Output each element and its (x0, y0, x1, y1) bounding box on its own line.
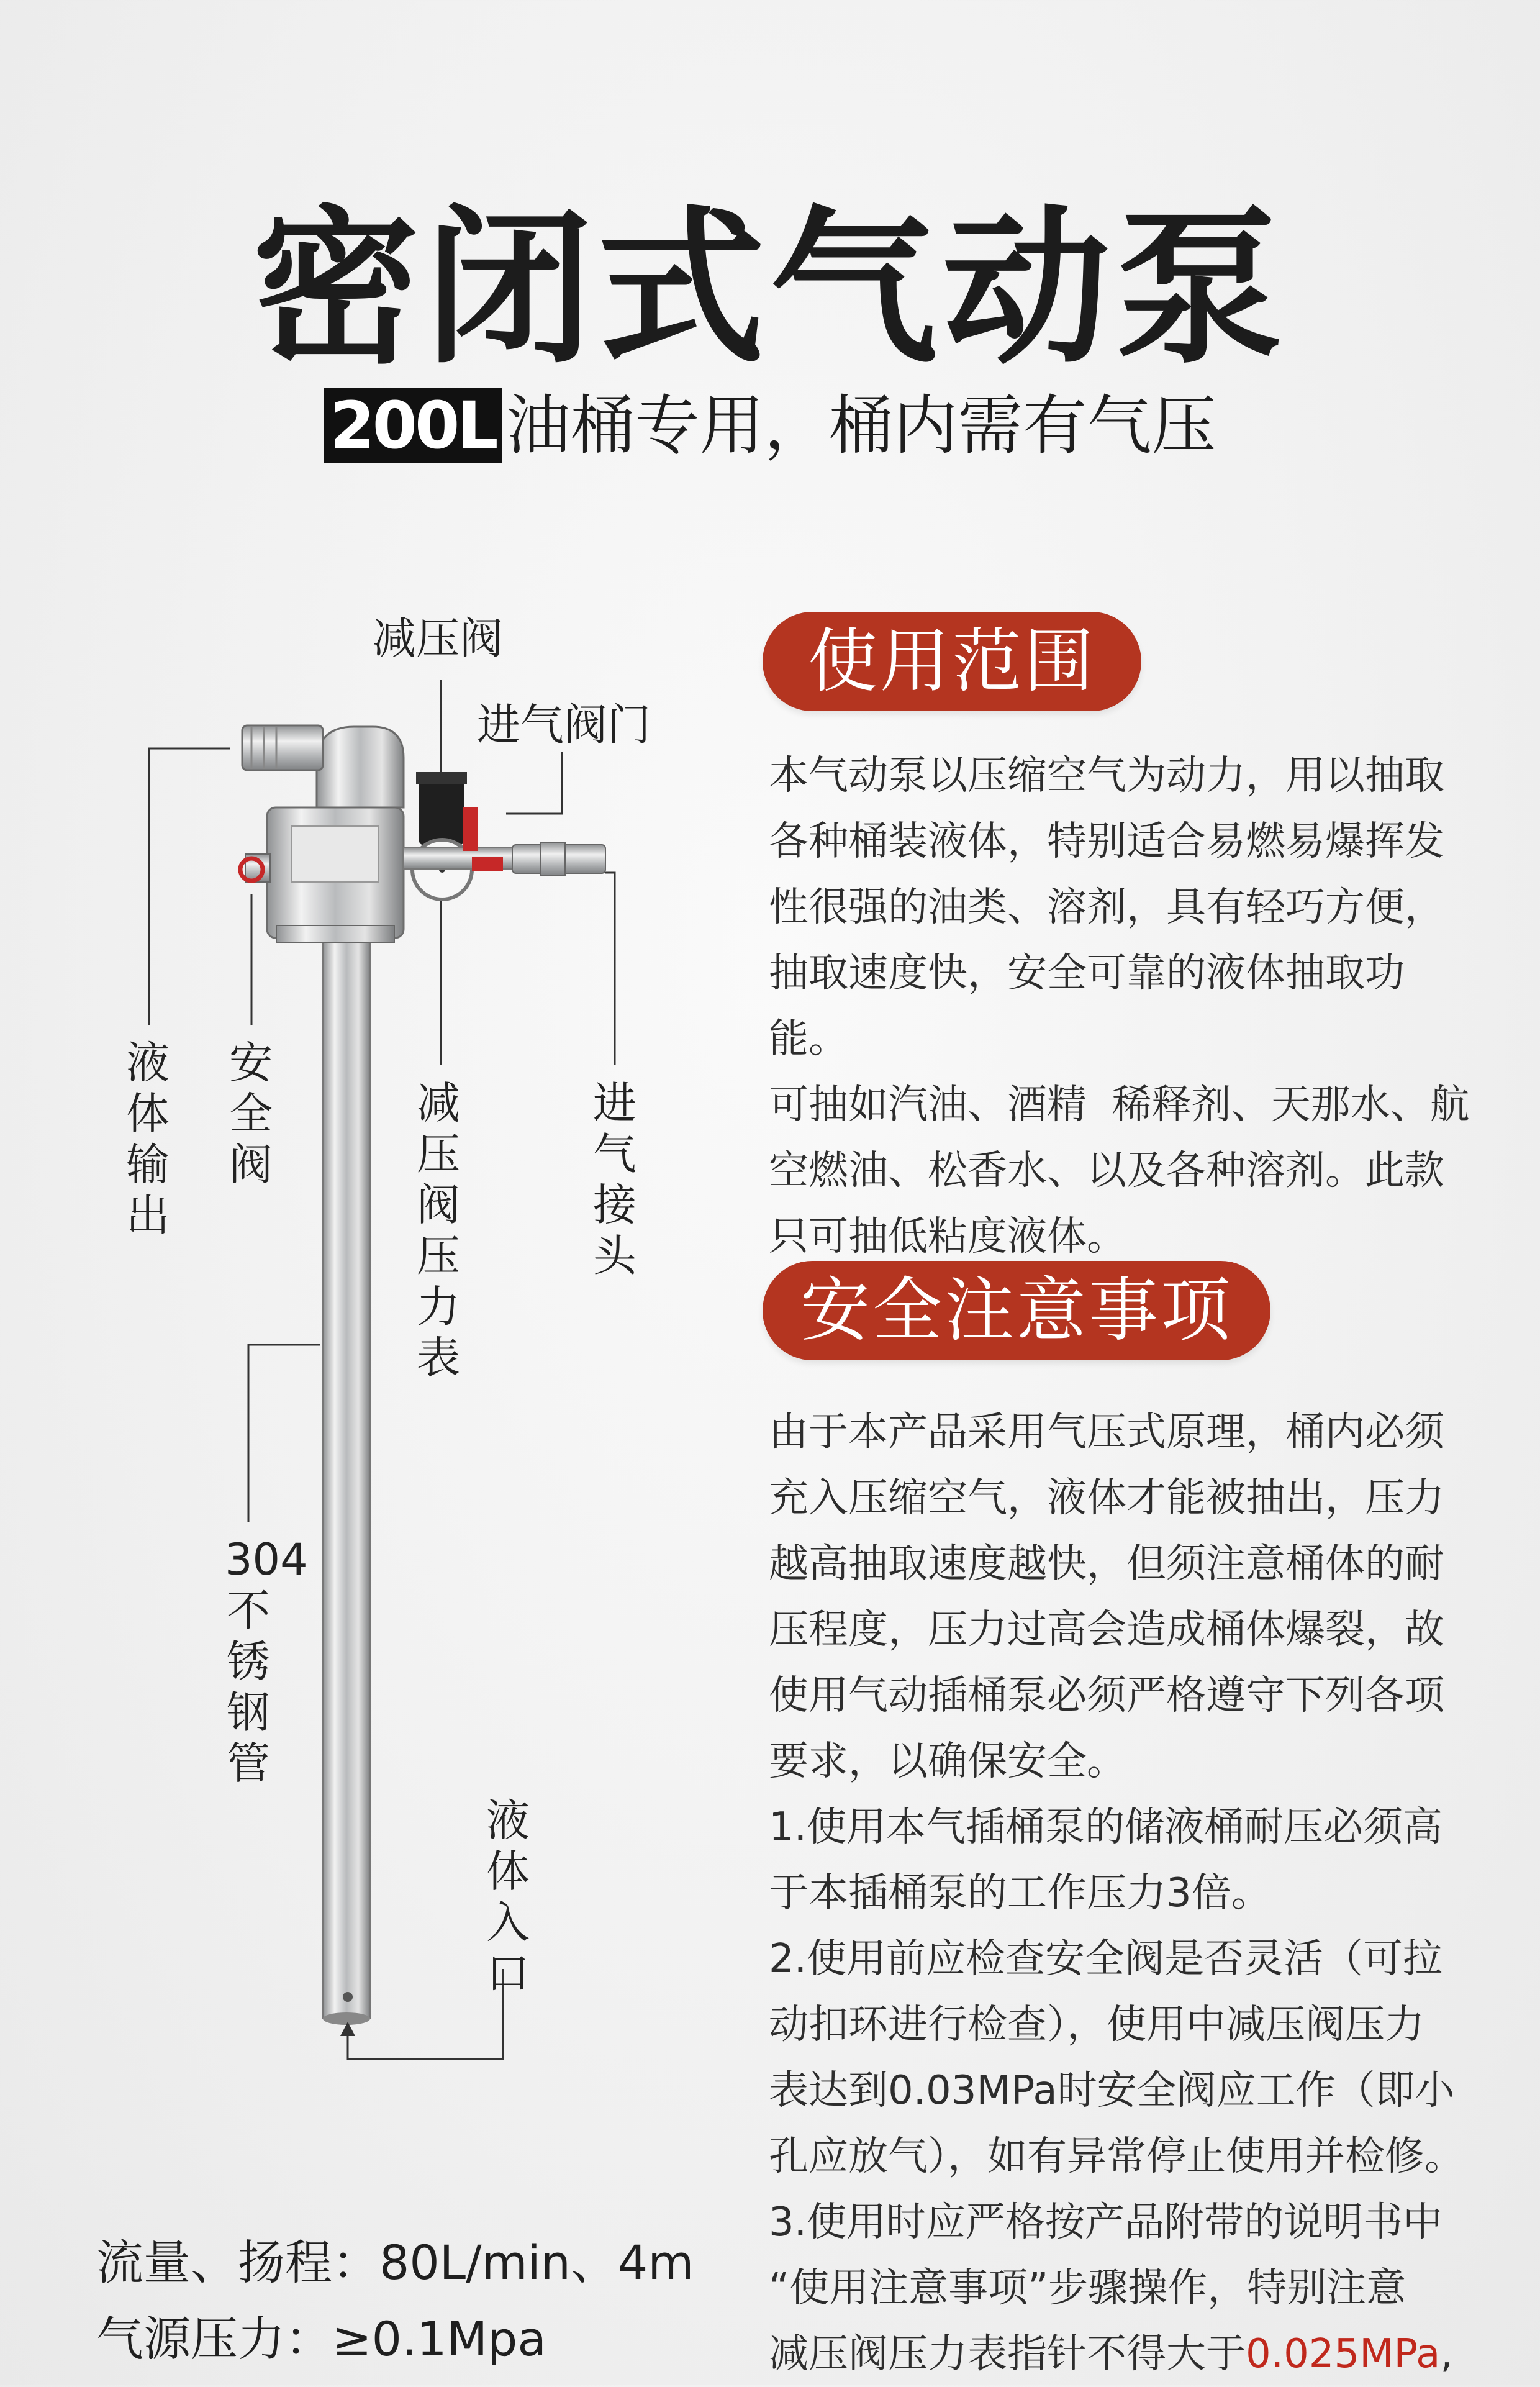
last-line-suffix: , (1440, 2331, 1453, 2377)
reducer-valve (419, 776, 464, 845)
capacity-badge: 200L (324, 388, 502, 463)
safety-text (769, 1399, 1470, 2387)
scope-heading: 使用范围 (763, 612, 1141, 711)
safety-line: 充入压缩空气，液体才能被抽出，压力 (769, 1475, 1444, 1521)
safety-line: 3.使用时应严格按产品附带的说明书中 (769, 2199, 1443, 2245)
safety-line: 于本插桶泵的工作压力3倍。 (769, 1870, 1271, 1916)
safety-line: 越高抽取速度越快，但须注意桶体的耐 (769, 1541, 1444, 1587)
safety-line: 孔应放气），如有异常停止使用并检修。 (769, 2134, 1464, 2180)
label-safety-valve: 安全阀 (229, 1037, 273, 1190)
scope-line: 抽取速度快，安全可靠的液体抽取功能。 (769, 950, 1405, 1062)
label-reducer-gauge: 减压阀压力表 (417, 1078, 460, 1383)
safety-line: 表达到0.03MPa时安全阀应工作（即小 (769, 2068, 1455, 2114)
spec-air-pressure: 气源压力：≥0.1Mpa (96, 2311, 546, 2367)
scope-line: 性很强的油类、溶剂，具有轻巧方便， (769, 884, 1444, 930)
scope-line: 空燃油、松香水、以及各种溶剂。此款 (769, 1148, 1444, 1194)
steel-tube (323, 938, 370, 2019)
label-inlet-valve: 进气阀门 (477, 699, 651, 750)
scope-line: 本气动泵以压缩空气为动力，用以抽取 (769, 753, 1444, 799)
page-title: 密闭式气动泵 (252, 191, 1288, 386)
safety-line: 动扣环进行检查），使用中减压阀压力 (769, 2002, 1424, 2048)
inlet-valve-handle (463, 807, 478, 851)
safety-line-last (769, 2321, 1470, 2387)
safety-line: 2.使用前应检查安全阀是否灵活（可拉 (769, 1936, 1443, 1982)
pressure-limit-highlight: 0.025MPa (1246, 2331, 1441, 2377)
label-steel-tube: 304不锈钢管 (225, 1534, 308, 1789)
safety-line: 1.使用本气插桶泵的储液桶耐压必须高 (769, 1804, 1443, 1850)
last-line-prefix: 减压阀压力表指针不得大于 (769, 2331, 1246, 2377)
label-reducer-valve: 减压阀 (373, 613, 503, 664)
safety-line: 由于本产品采用气压式原理，桶内必须 (769, 1409, 1444, 1455)
safety-heading: 安全注意事项 (763, 1261, 1270, 1360)
label-liquid-output: 液体输出 (126, 1037, 170, 1241)
label-liquid-inlet: 液体入口 (486, 1795, 530, 1999)
scope-line: 各种桶装液体，特别适合易燃易爆挥发 (769, 819, 1444, 865)
scope-text (769, 743, 1470, 1270)
safety-line: “使用注意事项”步骤操作，特别注意 (769, 2265, 1406, 2311)
safety-line: 使用气动插桶泵必须严格遵守下列各项 (769, 1673, 1444, 1719)
spec-flow: 流量、扬程：80L/min、4m (96, 2235, 694, 2290)
safety-line: 要求，以确保安全。 (769, 1739, 1126, 1785)
pump-illustration (0, 0, 745, 2112)
scope-line: 只可抽低粘度液体。 (769, 1214, 1126, 1260)
subtitle-text: 油桶专用，桶内需有气压 (505, 388, 1216, 463)
scope-line: 可抽如汽油、酒精 稀释剂、天那水、航 (769, 1082, 1470, 1128)
safety-line: 压程度，压力过高会造成桶体爆裂，故 (769, 1607, 1444, 1653)
label-air-joint: 进气接头 (593, 1078, 636, 1281)
outlet-elbow (317, 727, 404, 807)
